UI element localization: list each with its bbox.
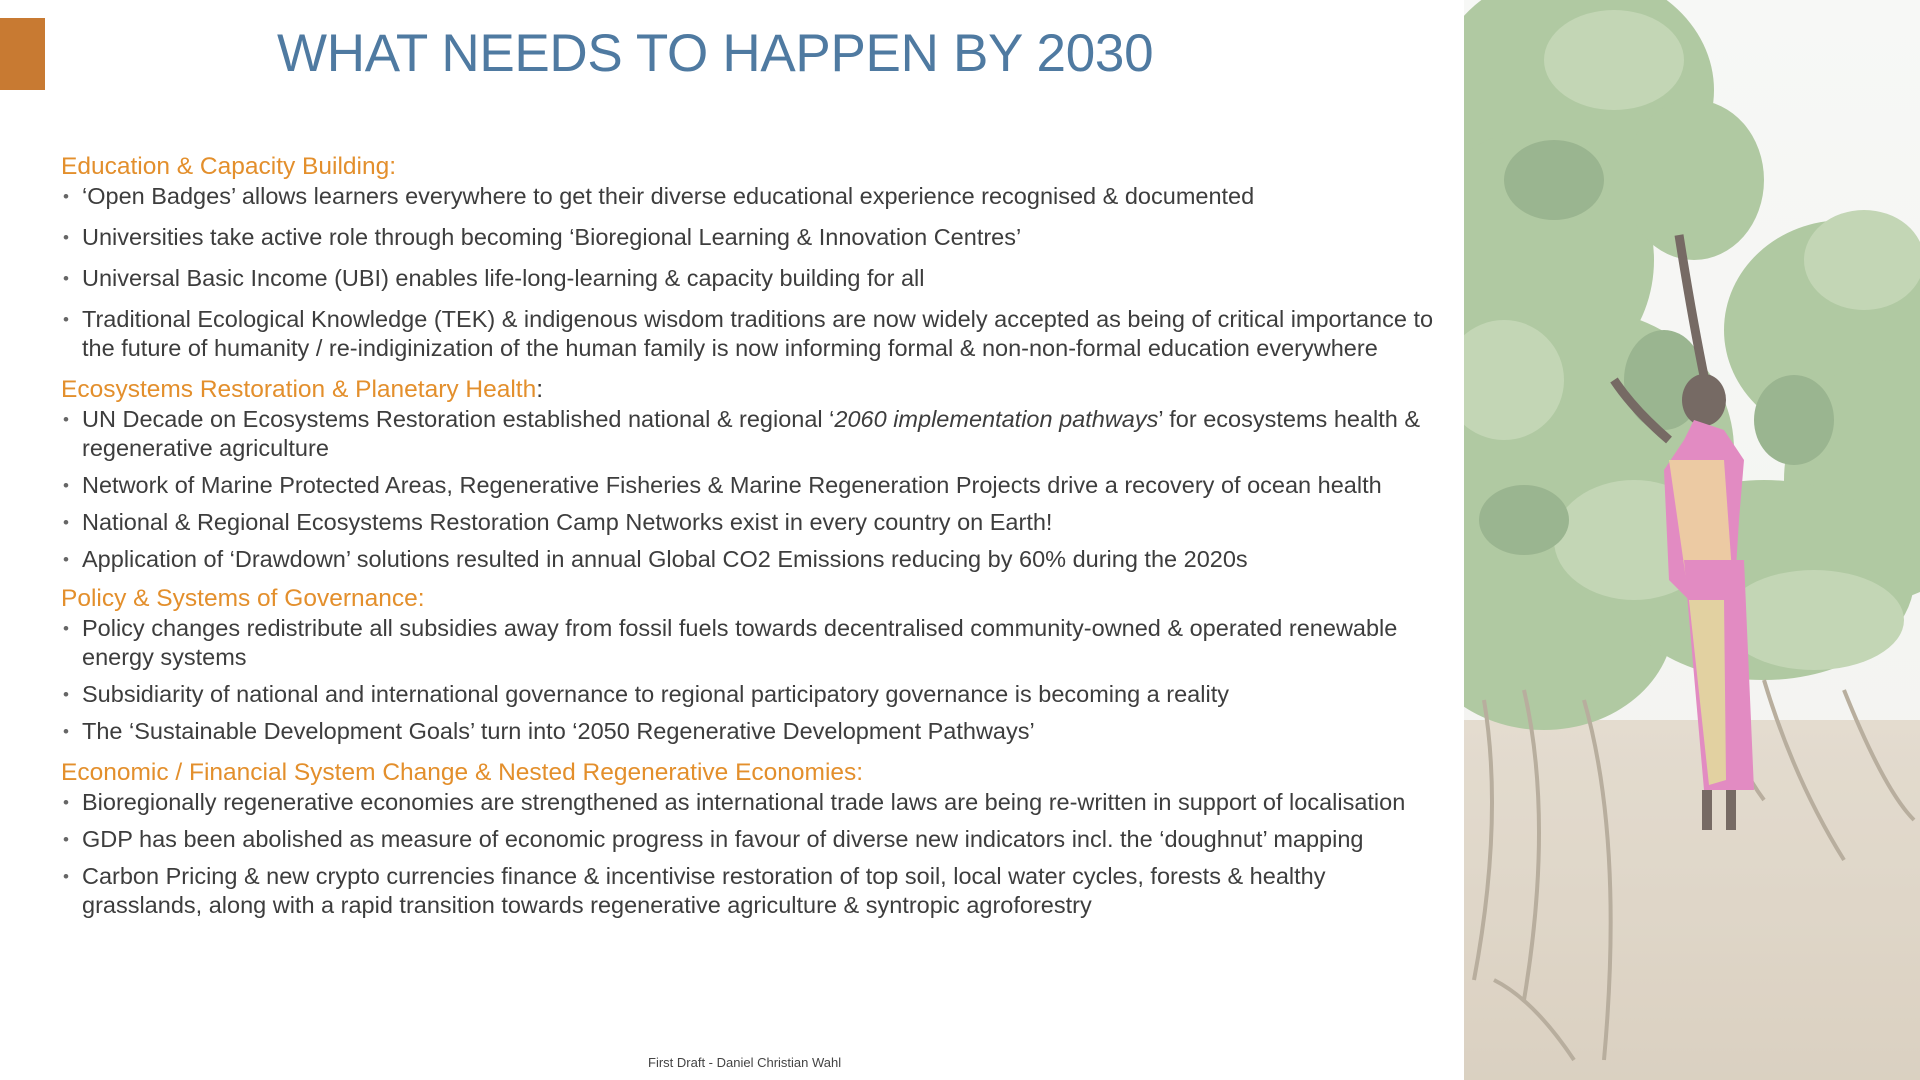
list-item: • ‘Open Badges’ allows learners everywhere to get their diverse educational experience recognised & documented (61, 182, 1451, 211)
section-heading: Economic / Financial System Change & Nested Regenerative Economies: (61, 759, 864, 786)
list-item: • Application of ‘Drawdown’ solutions resulted in annual Global CO2 Emissions reducing by 60% during the 2020s (61, 545, 1451, 574)
bullet-list (61, 405, 1451, 574)
bullet-list (61, 788, 1451, 920)
list-item: • Network of Marine Protected Areas, Regenerative Fisheries & Marine Regeneration Projects drive a recovery of ocean health (61, 471, 1451, 500)
list-item: • Bioregionally regenerative economies are strengthened as international trade laws are being re-written in support of localisation (61, 788, 1451, 817)
section-heading: Education & Capacity Building: (61, 153, 397, 180)
section-economic (61, 758, 1451, 920)
bullet-list (61, 614, 1451, 746)
list-item: • National & Regional Ecosystems Restoration Camp Networks exist in every country on Earth! (61, 508, 1451, 537)
accent-bar (0, 18, 45, 90)
list-item: • Universal Basic Income (UBI) enables life-long-learning & capacity building for all (61, 264, 1451, 293)
bullet-list (61, 182, 1451, 363)
list-item: • Policy changes redistribute all subsidies away from fossil fuels towards decentralised community-owned & operated renewable energy systems (61, 614, 1451, 672)
list-item: • UN Decade on Ecosystems Restoration established national & regional ‘2060 implementation pathways’ for ecosystems health & regenerative agriculture (61, 405, 1451, 463)
list-item: • Traditional Ecological Knowledge (TEK) & indigenous wisdom traditions are now widely accepted as being of critical importance to the future of humanity / re-indiginization of the human family is now informing formal & non-non-formal education everywhere (61, 305, 1451, 363)
section-heading: Ecosystems Restoration & Planetary Health: (61, 376, 544, 403)
mangrove-photo (1464, 0, 1920, 1080)
slide-content (61, 152, 1451, 930)
photo-fade-overlay (1464, 0, 1920, 1080)
list-item: • Carbon Pricing & new crypto currencies finance & incentivise restoration of top soil, local water cycles, forests & healthy grasslands, along with a rapid transition towards regenerative agriculture & syntropic agroforestry (61, 862, 1451, 920)
list-item: • Universities take active role through becoming ‘Bioregional Learning & Innovation Centres’ (61, 223, 1451, 252)
list-item: • GDP has been abolished as measure of economic progress in favour of diverse new indicators incl. the ‘doughnut’ mapping (61, 825, 1451, 854)
list-item: • Subsidiarity of national and international governance to regional participatory governance is becoming a reality (61, 680, 1451, 709)
section-ecosystems (61, 375, 1451, 574)
footer-credit: First Draft - Daniel Christian Wahl (648, 1055, 842, 1070)
list-item: • The ‘Sustainable Development Goals’ turn into ‘2050 Regenerative Development Pathways’ (61, 717, 1451, 746)
slide-title: WHAT NEEDS TO HAPPEN BY 2030 (277, 24, 1154, 83)
section-heading: Policy & Systems of Governance: (61, 585, 425, 612)
section-policy (61, 584, 1451, 746)
section-education (61, 152, 1451, 363)
